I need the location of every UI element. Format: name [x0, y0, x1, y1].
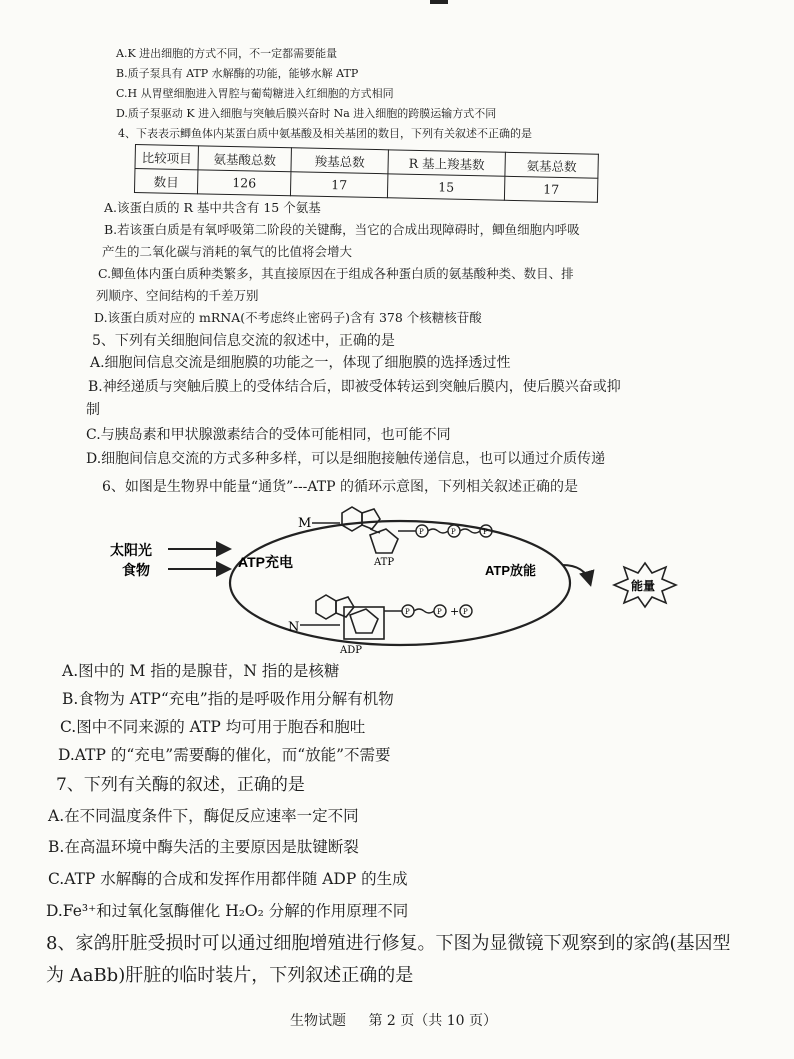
q8-stem-line1: 8、家鸽肝脏受损时可以通过细胞增殖进行修复。下图为显微镜下观察到的家鸽(基因型	[46, 933, 731, 954]
q5-option-a: A.细胞间信息交流是细胞膜的功能之一，体现了细胞膜的选择透过性	[90, 355, 511, 371]
q8-stem-line2: 为 AaBb)肝脏的临时装片，下列叙述正确的是	[46, 965, 414, 986]
plus-sign: +	[450, 605, 460, 618]
q4-table	[134, 144, 599, 203]
table-header-cell: 氨基总数	[505, 152, 598, 178]
ribose-icon	[370, 529, 398, 553]
q3-option-b: B.质子泵具有 ATP 水解酶的功能，能够水解 ATP	[116, 67, 359, 80]
q4-option-c-cont: 列顺序、空间结构的千差万别	[96, 288, 259, 303]
table-cell: 126	[197, 170, 290, 196]
q7-option-c: C.ATP 水解酶的合成和发挥作用都伴随 ADP 的生成	[48, 870, 408, 888]
q7-option-a: A.在不同温度条件下，酶促反应速率一定不同	[48, 807, 359, 825]
cycle-loop	[230, 521, 570, 645]
phosphate-label: P	[437, 608, 442, 616]
label-atp-release: ATP放能	[485, 563, 537, 578]
q4-option-c: C.鲫鱼体内蛋白质种类繁多，其直接原因在于组成各种蛋白质的氨基酸种类、数目、排	[98, 266, 574, 281]
q7-option-b: B.在高温环境中酶失活的主要原因是肽键断裂	[48, 838, 359, 856]
phosphate-label: P	[419, 528, 424, 536]
label-sunlight: 太阳光	[110, 542, 152, 558]
q3-option-a: A.K 进出细胞的方式不同，不一定都需要能量	[116, 47, 338, 60]
q6-option-c: C.图中不同来源的 ATP 均可用于胞吞和胞吐	[60, 718, 366, 736]
footer-page-number: 第 2 页（共 10 页）	[368, 1013, 497, 1029]
footer-subject: 生物试题	[290, 1013, 346, 1029]
phosphate-label: P	[451, 528, 456, 536]
q3-option-d: D.质子泵驱动 K 进入细胞与突触后膜兴奋时 Na 进入细胞的跨膜运输方式不同	[116, 107, 497, 120]
q4-stem: 4、下表表示鲫鱼体内某蛋白质中氨基酸及相关基团的数目，下列有关叙述不正确的是	[118, 127, 532, 140]
phosphate-label: P	[405, 608, 410, 616]
q6-option-d: D.ATP 的“充电”需要酶的催化，而“放能”不需要	[58, 746, 391, 764]
q4-option-d: D.该蛋白质对应的 mRNA(不考虑终止密码子)含有 378 个核糖核苷酸	[94, 310, 482, 325]
label-atp-charge: ATP充电	[238, 554, 293, 570]
table-header-cell: 氨基酸总数	[198, 146, 291, 172]
q5-stem: 5、下列有关细胞间信息交流的叙述中，正确的是	[92, 333, 395, 349]
q5-option-c: C.与胰岛素和甲状腺激素结合的受体可能相同，也可能不同	[86, 427, 451, 443]
table-cell: 15	[387, 174, 504, 200]
q7-stem: 7、下列有关酶的叙述，正确的是	[56, 775, 305, 795]
q4-option-b: B.若该蛋白质是有氧呼吸第二阶段的关键酶，当它的合成出现障碍时，鲫鱼细胞内呼吸	[104, 222, 580, 237]
page-footer	[290, 1010, 515, 1030]
arrow-release	[562, 565, 590, 583]
label-n: N	[288, 620, 300, 635]
q6-stem: 6、如图是生物界中能量“通货”---ATP 的循环示意图，下列相关叙述正确的是	[102, 479, 578, 495]
high-energy-bond	[428, 529, 448, 533]
q7-option-d: D.Fe³⁺和过氧化氢酶催化 H₂O₂ 分解的作用原理不同	[46, 902, 409, 920]
adenine-ring-icon	[342, 507, 362, 531]
table-cell: 17	[290, 172, 387, 198]
ribose-icon	[350, 609, 378, 633]
top-mark	[430, 0, 448, 4]
label-adp: ADP	[340, 645, 362, 656]
table-header-cell: 羧基总数	[291, 148, 388, 174]
q4-option-a: A.该蛋白质的 R 基中共含有 15 个氨基	[104, 200, 321, 215]
q4-option-b-cont: 产生的二氧化碳与消耗的氧气的比值将会增大	[102, 244, 353, 259]
table-header-cell: R 基上羧基数	[388, 150, 505, 176]
adenine-ring-icon	[362, 509, 380, 529]
high-energy-bond	[460, 529, 480, 533]
label-atp: ATP	[374, 557, 395, 568]
q6-option-b: B.食物为 ATP“充电”指的是呼吸作用分解有机物	[62, 690, 394, 708]
q5-option-d: D.细胞间信息交流的方式多种多样，可以是细胞接触传递信息，也可以通过介质传递	[86, 451, 606, 467]
q5-option-b: B.神经递质与突触后膜上的受体结合后，即被受体转运到突触后膜内，使后膜兴奋或抑	[88, 379, 621, 395]
phosphate-label: P	[483, 528, 488, 536]
table-header-cell: 比较项目	[135, 145, 199, 170]
label-m: M	[298, 516, 312, 531]
label-food: 食物	[122, 562, 150, 578]
q6-option-a: A.图中的 M 指的是腺苷，N 指的是核糖	[62, 662, 340, 680]
q3-option-c: C.H 从胃壁细胞进入胃腔与葡萄糖进入红细胞的方式相同	[116, 87, 394, 100]
atp-cycle-diagram	[100, 505, 700, 660]
phosphate-label: P	[463, 608, 468, 616]
label-energy: 能量	[631, 579, 656, 593]
q5-option-b-cont: 制	[86, 402, 100, 418]
table-cell: 17	[504, 176, 597, 202]
high-energy-bond	[414, 609, 434, 613]
table-row-label: 数目	[134, 169, 198, 194]
adenine-ring-icon	[316, 595, 336, 619]
